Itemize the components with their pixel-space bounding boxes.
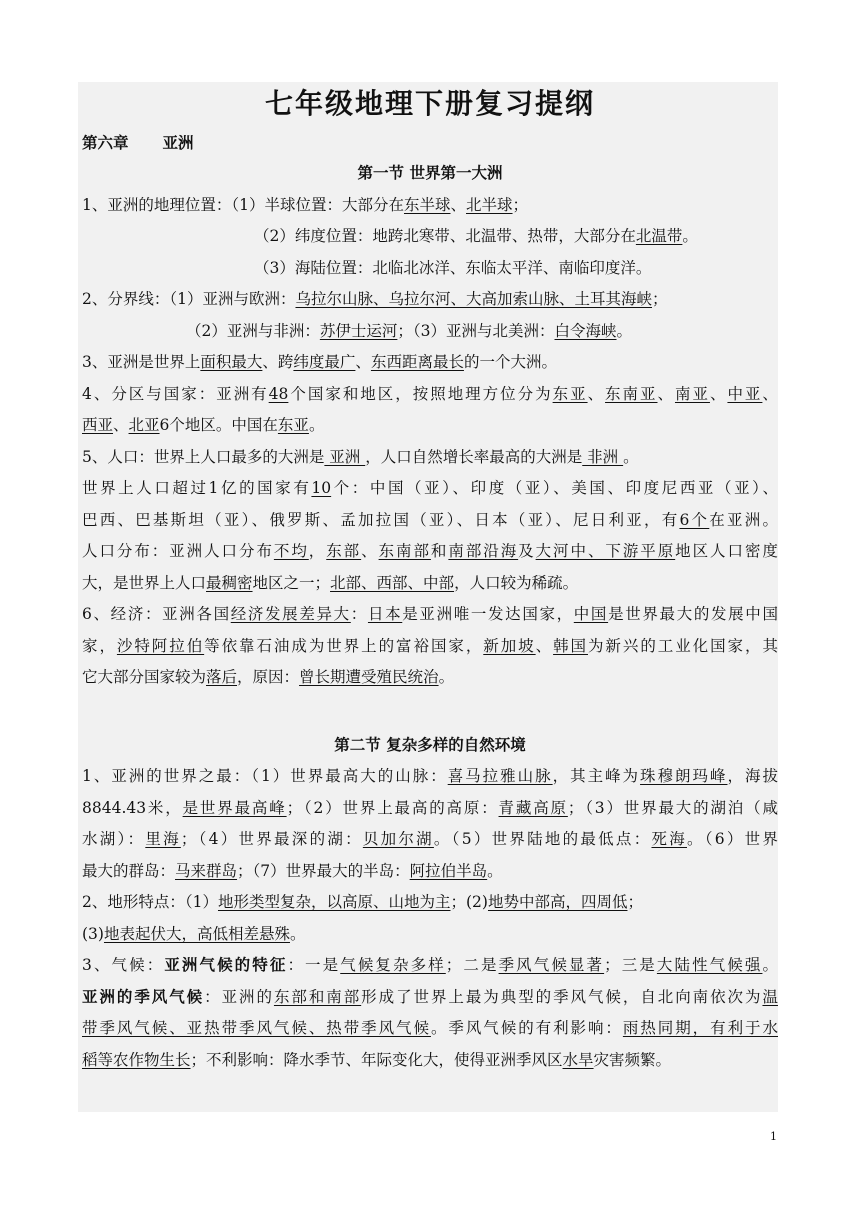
chapter-name: 亚洲 (162, 134, 194, 152)
paragraph-line: （3）海陆位置：北临北冰洋、东临太平洋、南临印度洋。 (254, 258, 652, 277)
paragraph-line: 1、亚洲的地理位置：（1）半球位置：大部分在东半球、北半球； (82, 195, 529, 214)
section-heading: 第一节 世界第一大洲 (357, 164, 503, 182)
paragraph-line: 3、气候：亚洲气候的特征：一是气候复杂多样；二是季风气候显著；三是大陆性气候强。 (82, 956, 778, 974)
paragraph-line: 大，是世界上人口最稠密地区之一；北部、西部、中部，人口较为稀疏。 (82, 573, 579, 592)
paragraph-line: 稻等农作物生长；不利影响：降水季节、年际变化大，使得亚洲季风区水旱灾害频繁。 (82, 1050, 672, 1069)
paragraph-line: 亚洲的季风气候：亚洲的东部和南部形成了世界上最为典型的季风气候，自北向南依次为温 (82, 987, 778, 1006)
paragraph-line: 水湖）：里海；（4）世界最深的湖：贝加尔湖。（5）世界陆地的最低点：死海。（6）世界 (82, 830, 778, 848)
chapter-heading (82, 128, 778, 158)
section-heading: 第二节 复杂多样的自然环境 (334, 735, 526, 754)
paragraph-line: （2）亚洲与非洲：苏伊士运河；（3）亚洲与北美洲：白令海峡。 (186, 321, 633, 340)
paragraph-line: 8844.43米，是世界最高峰；（2）世界上最高的高原：青藏高原；（3）世界最大的湖泊（咸 (82, 798, 778, 817)
paragraph-line: 西亚、北亚6个地区。中国在东亚。 (82, 416, 325, 434)
paragraph-line: 5、人口：世界上人口最多的大洲是 亚洲 ，人口自然增长率最高的大洲是 非洲 。 (82, 447, 639, 466)
paragraph-line: 6、经济：亚洲各国经济发展差异大：日本是亚洲唯一发达国家，中国是世界最大的发展中国 (82, 605, 778, 623)
paragraph-line: 它大部分国家较为落后，原因：曾长期遭受殖民统治。 (82, 668, 455, 686)
page-number: 1 (770, 1130, 777, 1143)
paragraph-line: 世界上人口超过1亿的国家有10个：中国（亚）、印度（亚）、美国、印度尼西亚（亚）、 (82, 479, 778, 497)
paragraph-line: 2、分界线：（1）亚洲与欧洲：乌拉尔山脉、乌拉尔河、大高加索山脉、土耳其海峡； (82, 290, 668, 308)
section-spacer (82, 694, 778, 730)
chapter-number: 第六章 (82, 134, 129, 152)
paragraph-line: 最大的群岛：马来群岛；（7）世界最大的半岛：阿拉伯半岛。 (82, 861, 503, 880)
page-title: 七年级地理下册复习提纲 (264, 87, 595, 120)
paragraph-line: (3)地表起伏大，高低相差悬殊。 (82, 924, 306, 943)
paragraph-line: 4、分区与国家：亚洲有48个国家和地区，按照地理方位分为东亚、东南亚、南亚、中亚、 (82, 384, 778, 403)
paragraph-line: （2）纬度位置：地跨北寒带、北温带、热带，大部分在北温带。 (254, 227, 698, 245)
paragraph-line: 巴西、巴基斯坦（亚）、俄罗斯、孟加拉国（亚）、日本（亚）、尼日利亚，有6个在亚洲。 (82, 510, 778, 529)
paragraph-line: 3、亚洲是世界上面积最大、跨纬度最广、东西距离最长的一个大洲。 (82, 353, 557, 371)
document-body (82, 80, 778, 1076)
paragraph-line: 带季风气候、亚热带季风气候、热带季风气候。季风气候的有利影响：雨热同期，有利于水 (82, 1019, 778, 1037)
paragraph-line: 2、地形特点：（1）地形类型复杂，以高原、山地为主；(2)地势中部高，四周低； (82, 893, 643, 911)
paragraph-line: 人口分布：亚洲人口分布不均，东部、东南部和南部沿海及大河中、下游平原地区人口密度 (82, 542, 778, 560)
paragraph-line: 家，沙特阿拉伯等依靠石油成为世界上的富裕国家，新加坡、韩国为新兴的工业化国家，其 (82, 636, 778, 655)
paragraph-line: 1、亚洲的世界之最：（1）世界最高大的山脉：喜马拉雅山脉，其主峰为珠穆朗玛峰，海拔 (82, 767, 778, 785)
